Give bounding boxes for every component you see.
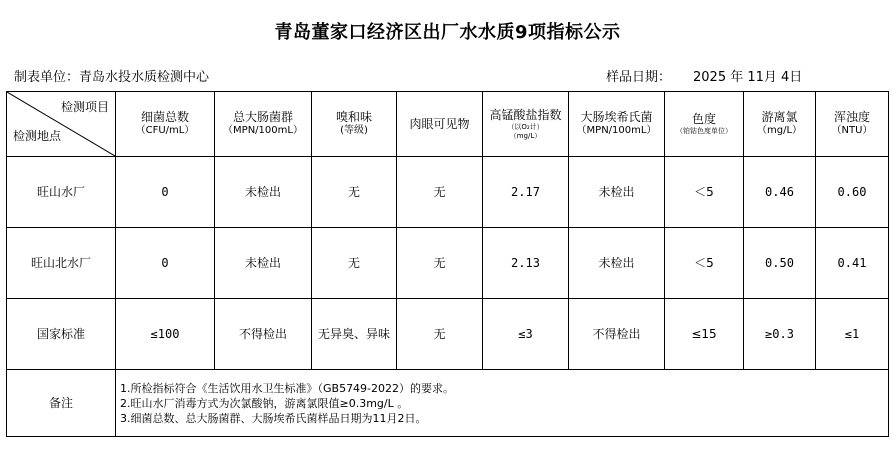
col-header-odor: 嗅和味 (等级) bbox=[312, 92, 397, 157]
sample-date-value: 2025 年 11月 4日 bbox=[693, 70, 803, 85]
table-row bbox=[7, 299, 889, 370]
table-cell: 未检出 bbox=[569, 157, 665, 228]
table-cell: 无异臭、异味 bbox=[312, 299, 397, 370]
col-header-permanganate: 高锰酸盐指数 （以O₂计） （mg/L） bbox=[483, 92, 569, 157]
table-cell: ＜5 bbox=[665, 157, 744, 228]
table-cell: 无 bbox=[397, 299, 483, 370]
header-test-site: 检测地点 bbox=[13, 129, 62, 143]
col-header-visible-matter: 肉眼可见物 bbox=[397, 92, 483, 157]
table-cell: 2.17 bbox=[483, 157, 569, 228]
table-cell: 2.13 bbox=[483, 228, 569, 299]
table-cell: 0 bbox=[116, 157, 215, 228]
notes-label: 备注 bbox=[7, 370, 116, 437]
table-cell: ≤100 bbox=[116, 299, 215, 370]
col-header-turbidity: 浑浊度 （NTU） bbox=[816, 92, 889, 157]
header-test-item: 检测项目 bbox=[60, 100, 109, 114]
site-name: 旺山北水厂 bbox=[7, 228, 116, 299]
table-cell: 无 bbox=[397, 157, 483, 228]
table-cell: 不得检出 bbox=[215, 299, 312, 370]
col-header-bacteria: 细菌总数 （CFU/mL） bbox=[116, 92, 215, 157]
table-cell: 0.50 bbox=[744, 228, 816, 299]
table-cell: 未检出 bbox=[215, 228, 312, 299]
table-cell: ≤15 bbox=[665, 299, 744, 370]
col-header-coliform: 总大肠菌群 （MPN/100mL） bbox=[215, 92, 312, 157]
table-row bbox=[7, 228, 889, 299]
col-header-ecoli: 大肠埃希氏菌 （MPN/100mL） bbox=[569, 92, 665, 157]
site-name: 国家标准 bbox=[7, 299, 116, 370]
sample-date-label: 样品日期： bbox=[606, 70, 672, 85]
table-cell: 不得检出 bbox=[569, 299, 665, 370]
col-header-color: 色度 （铂钴色度单位） bbox=[665, 92, 744, 157]
note-line: 3.细菌总数、总大肠菌群、大肠埃希氏菌样品日期为11月2日。 bbox=[120, 411, 427, 425]
table-cell: 未检出 bbox=[215, 157, 312, 228]
table-cell: 无 bbox=[312, 157, 397, 228]
table-cell: 无 bbox=[312, 228, 397, 299]
note-line: 1.所检指标符合《生活饮用水卫生标准》（GB5749-2022）的要求。 bbox=[120, 381, 455, 395]
table-row bbox=[7, 157, 889, 228]
table-cell: ≤1 bbox=[816, 299, 889, 370]
water-quality-table bbox=[6, 91, 889, 437]
table-cell: ≤3 bbox=[483, 299, 569, 370]
page-title: 青岛董家口经济区出厂水水质9项指标公示 bbox=[274, 22, 621, 43]
table-cell: 未检出 bbox=[569, 228, 665, 299]
site-name: 旺山水厂 bbox=[7, 157, 116, 228]
table-cell: 0 bbox=[116, 228, 215, 299]
sample-date bbox=[606, 66, 802, 85]
table-header-row bbox=[7, 92, 889, 157]
table-cell: 0.60 bbox=[816, 157, 889, 228]
diagonal-header-cell bbox=[7, 92, 116, 157]
table-cell: ≥0.3 bbox=[744, 299, 816, 370]
table-cell: 0.41 bbox=[816, 228, 889, 299]
table-cell: 无 bbox=[397, 228, 483, 299]
notes-row bbox=[7, 370, 889, 437]
issuing-unit: 制表单位：青岛水投水质检测中心 bbox=[14, 70, 210, 85]
col-header-free-chlorine: 游离氯 （mg/L） bbox=[744, 92, 816, 157]
note-line: 2.旺山水厂消毒方式为次氯酸钠，游离氯限值≥0.3mg/L 。 bbox=[120, 396, 409, 410]
table-cell: ＜5 bbox=[665, 228, 744, 299]
table-cell: 0.46 bbox=[744, 157, 816, 228]
notes-content bbox=[116, 370, 889, 437]
